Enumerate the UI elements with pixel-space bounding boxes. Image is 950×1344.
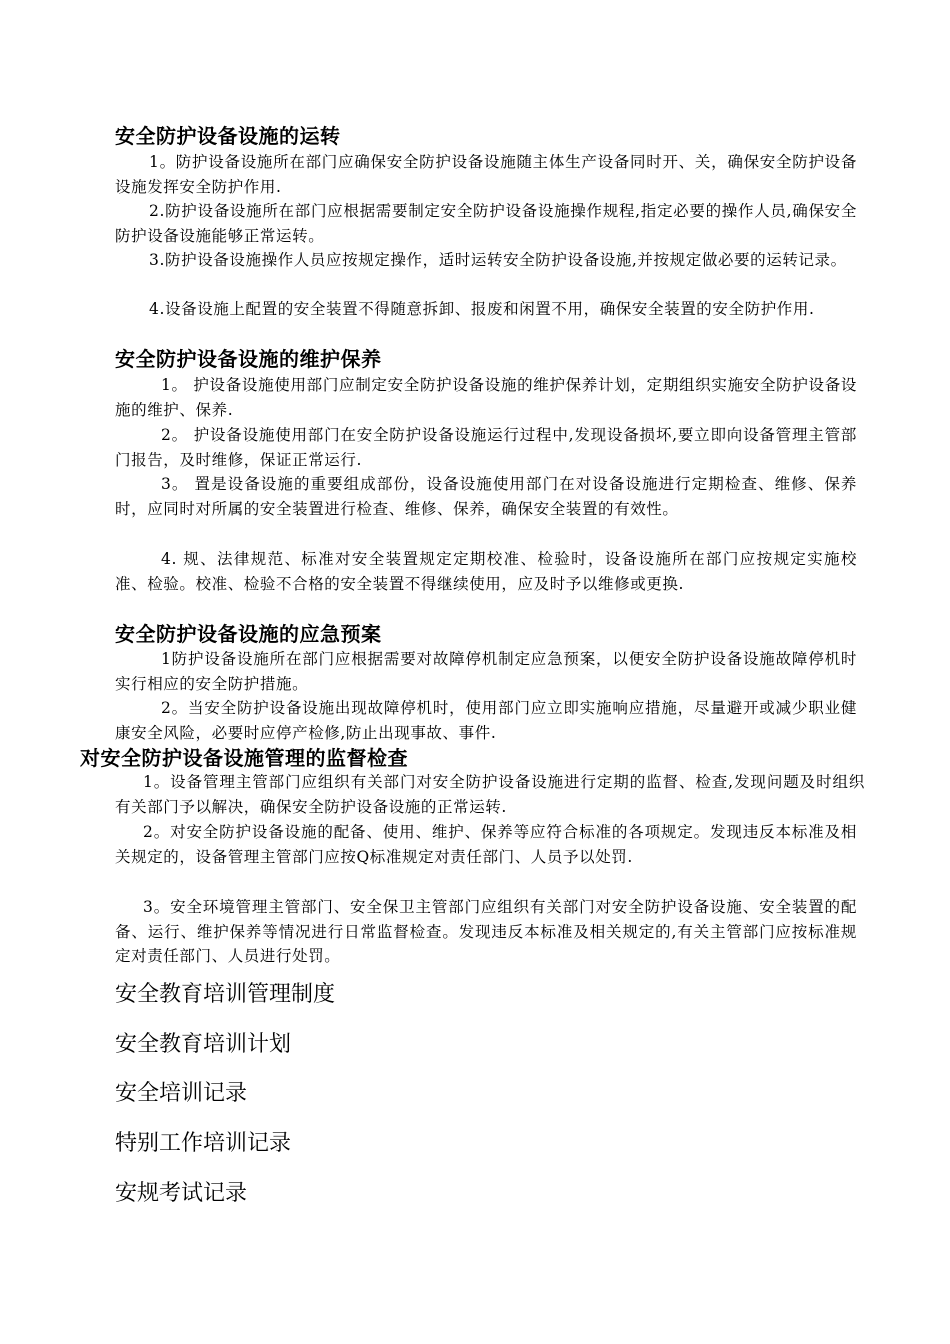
list-title: 安全教育培训管理制度 [115, 982, 336, 1007]
paragraph: 1。设备管理主管部门应组织有关部门对安全防护设备设施进行定期的监督、检查,发现问题及时组织有关部门予以解决，确保安全防护设备设施的正常运转. [115, 773, 865, 816]
paragraph: 2.防护设备设施所在部门应根据需要制定安全防护设备设施操作规程,指定必要的操作人员,确保安全防护设备设施能够正常运转。 [115, 202, 857, 245]
paragraph: 4.设备设施上配置的安全装置不得随意拆卸、报废和闲置不用，确保安全装置的安全防护作用. [149, 300, 815, 318]
paragraph: 2。当安全防护设备设施出现故障停机时，使用部门应立即实施响应措施，尽量避开或减少职业健康安全风险，必要时应停产检修,防止出现事故、事件. [115, 699, 857, 742]
list-title: 安全培训记录 [115, 1081, 248, 1106]
paragraph: 2。 护设备设施使用部门在安全防护设备设施运行过程中,发现设备损坏,要立即向设备管理主管部门报告，及时维修，保证正常运行. [115, 426, 857, 469]
paragraph: 4. 规、法律规范、标准对安全装置规定定期校准、检验时，设备设施所在部门应按规定实施校准、检验。校准、检验不合格的安全装置不得继续使用，应及时予以维修或更换. [115, 550, 857, 593]
section-heading-emergency-plan: 安全防护设备设施的应急预案 [115, 622, 382, 646]
paragraph: 3。 置是设备设施的重要组成部份，设备设施使用部门在对设备设施进行定期检查、维修、保养时，应同时对所属的安全装置进行检查、维修、保养，确保安全装置的有效性。 [115, 475, 857, 518]
section-heading-maintenance: 安全防护设备设施的维护保养 [115, 347, 382, 371]
list-title: 安规考试记录 [115, 1181, 248, 1206]
list-title: 特别工作培训记录 [115, 1131, 292, 1156]
list-title: 安全教育培训计划 [115, 1032, 292, 1057]
paragraph: 3。安全环境管理主管部门、安全保卫主管部门应组织有关部门对安全防护设备设施、安全装置的配备、运行、维护保养等情况进行日常监督检查。发现违反本标准及相关规定的,有关主管部门应按标准规定对责任部门、人员进行处罚。 [115, 898, 857, 965]
paragraph: 1。 护设备设施使用部门应制定安全防护设备设施的维护保养计划，定期组织实施安全防护设备设施的维护、保养. [115, 376, 857, 419]
paragraph: 1防护设备设施所在部门应根据需要对故障停机制定应急预案，以便安全防护设备设施故障停机时实行相应的安全防护措施。 [115, 650, 857, 693]
paragraph: 1。防护设备设施所在部门应确保安全防护设备设施随主体生产设备同时开、关，确保安全防护设备设施发挥安全防护作用. [115, 153, 857, 196]
paragraph: 2。对安全防护设备设施的配备、使用、维护、保养等应符合标准的各项规定。发现违反本标准及相关规定的，设备管理主管部门应按Q标准规定对责任部门、人员予以处罚. [115, 823, 857, 866]
section-heading-supervision: 对安全防护设备设施管理的监督检查 [80, 746, 408, 770]
section-heading-operation: 安全防护设备设施的运转 [115, 124, 341, 148]
paragraph: 3.防护设备设施操作人员应按规定操作，适时运转安全防护设备设施,并按规定做必要的运转记录。 [149, 251, 847, 269]
